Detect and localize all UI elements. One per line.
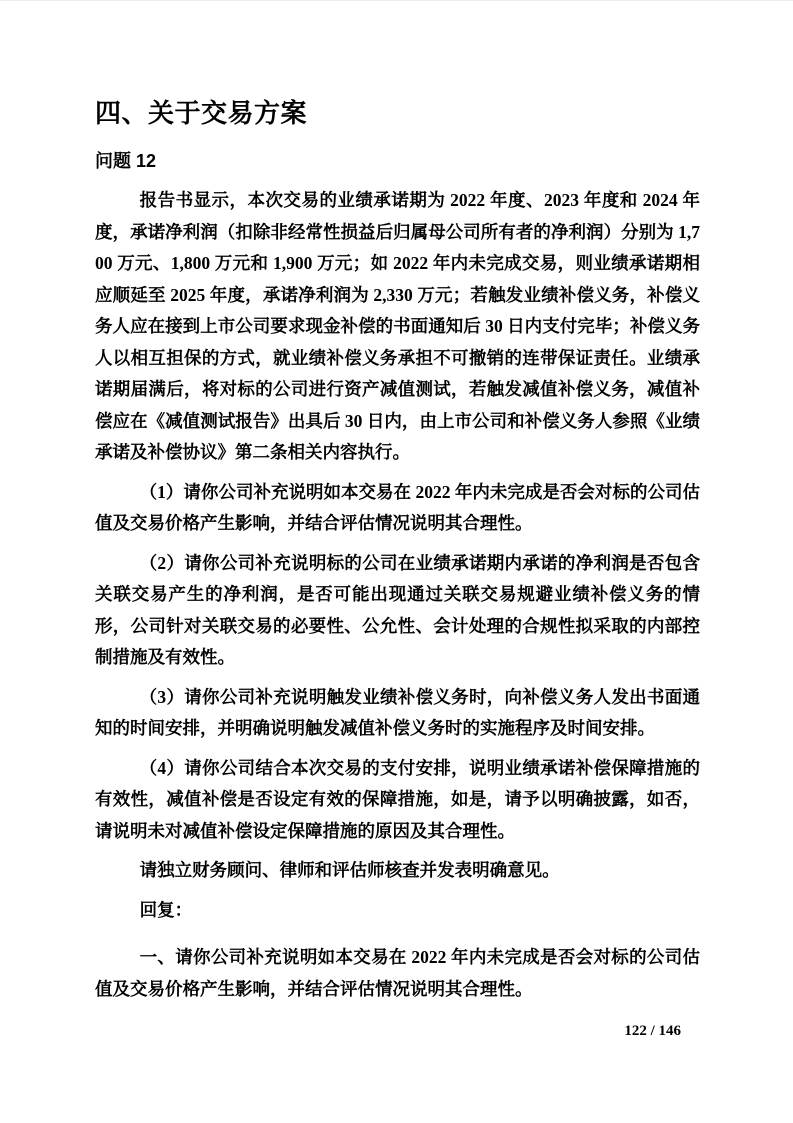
question-number: 问题 12 — [95, 151, 157, 171]
reply-question-heading: 一、请你公司补充说明如本交易在 2022 年内未完成是否会对标的公司估值及交易价格产生影响，并结合评估情况说明其合理性。 — [95, 947, 700, 999]
question-body — [95, 185, 700, 1005]
document-page — [0, 1, 793, 1123]
sub-question-1: （1）请你公司补充说明如本交易在 2022 年内未完成是否会对标的公司估值及交易价格产生影响，并结合评估情况说明其合理性。 — [95, 481, 700, 533]
page-number-indicator: 122 / 146 — [624, 1023, 681, 1039]
section-heading: 四、关于交易方案 — [95, 98, 308, 128]
question-body-paragraph: 报告书显示，本次交易的业绩承诺期为 2022 年度、2023 年度和 2024 年度，承诺净利润（扣除非经常性损益后归属母公司所有者的净利润）分别为 1,700 万元、1,800 万元和 1,900 万元；如 2022 年内未完成交易，则业绩承诺期相应顺延至 2025 年度，承诺净利润为 2,330 万元；若触发业绩补偿义务，补偿义务人应在接到上市公司要求现金补偿的书面通知后 30 日内支付完毕；补偿义务人以相互担保的方式，就业绩补偿义务承担不可撤销的连带保证责任。业绩承诺期届满后，将对标的公司进行资产减值测试，若触发减值补偿义务，减值补偿应在《减值测试报告》出具后 30 日内，由上市公司和补偿义务人参照《业绩承诺及补偿协议》第二条相关内容执行。 — [95, 190, 700, 462]
verification-request: 请独立财务顾问、律师和评估师核查并发表明确意见。 — [139, 860, 560, 880]
sub-question-3: （3）请你公司补充说明触发业绩补偿义务时，向补偿义务人发出书面通知的时间安排，并明确说明触发减值补偿义务时的实施程序及时间安排。 — [95, 686, 700, 738]
sub-question-2: （2）请你公司补充说明标的公司在业绩承诺期内承诺的净利润是否包含关联交易产生的净利润，是否可能出现通过关联交易规避业绩补偿义务的情形，公司针对关联交易的必要性、公允性、会计处理的合规性拟采取的内部控制措施及有效性。 — [95, 552, 700, 667]
sub-question-4: （4）请你公司结合本次交易的支付安排，说明业绩承诺补偿保障措施的有效性，减值补偿是否设定有效的保障措施，如是，请予以明确披露，如否，请说明未对减值补偿设定保障措施的原因及其合理性。 — [95, 757, 700, 841]
reply-label: 回复： — [139, 899, 193, 920]
